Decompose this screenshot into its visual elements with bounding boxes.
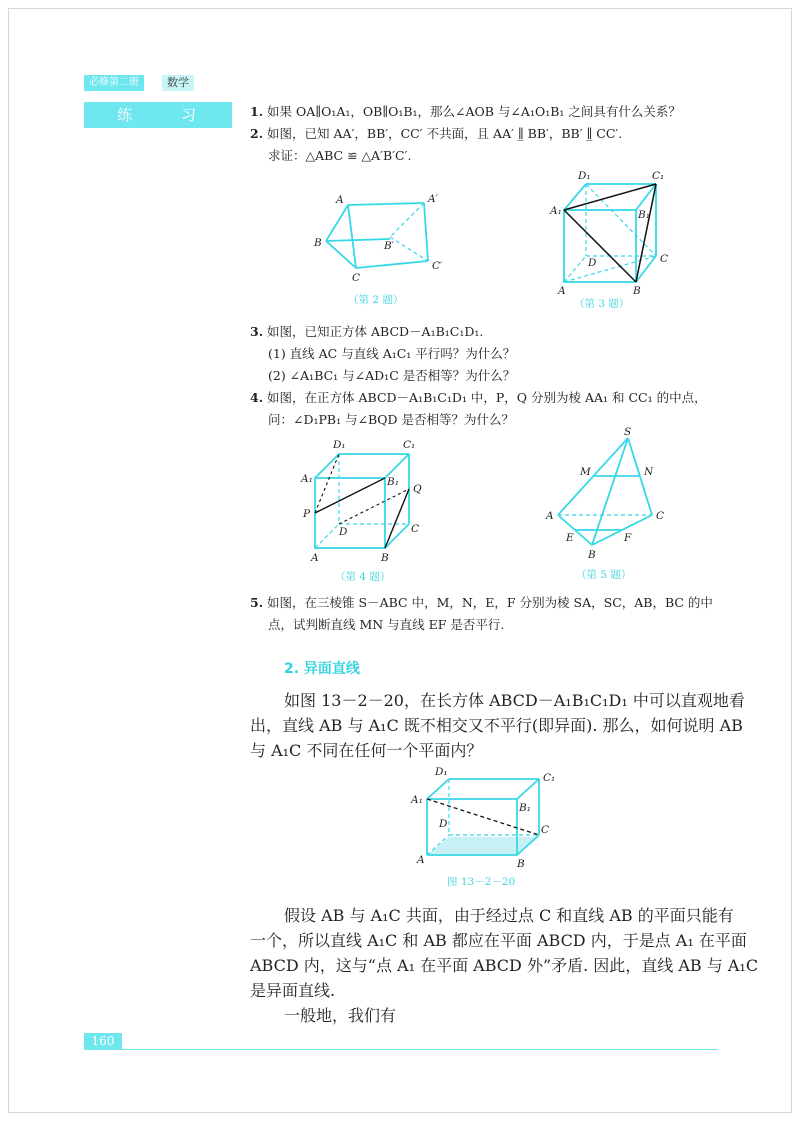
caption-fig2: （第 2 题）: [348, 294, 404, 306]
diag-AC-hidden: [564, 256, 656, 282]
diag-A1C1: [564, 184, 656, 210]
figure-problem-3: [540, 166, 680, 311]
edge-CCp: [356, 261, 428, 268]
footer-rule: [122, 1049, 718, 1050]
edge-AB: [326, 205, 348, 241]
para3: 一般地，我们有: [284, 1006, 397, 1025]
label-B: B: [633, 285, 641, 297]
label-F: F: [624, 532, 632, 544]
label-D1: D₁: [578, 170, 591, 182]
label-B: B: [314, 237, 322, 249]
label-D1: D₁: [333, 439, 346, 451]
label-Ap: A′: [428, 193, 438, 205]
label-C: C: [352, 272, 361, 284]
problem-number: 2.: [250, 126, 264, 141]
problem-3: [250, 323, 483, 341]
edge-AD-hidden: [315, 524, 339, 548]
problem-text: 如图，在三棱锥 S－ABC 中，M，N，E，F 分别为棱 SA，SC，AB，BC 的中: [267, 595, 713, 610]
problem-2-line2: 求证：△ABC ≌ △A′B′C′.: [268, 148, 412, 163]
edge-A1D1: [315, 454, 339, 478]
figure-problem-4: [295, 432, 445, 584]
label-M: M: [580, 466, 591, 478]
label-B: B: [588, 549, 596, 561]
subject-label: 数学: [162, 75, 194, 91]
edge-AAp: [348, 203, 424, 205]
label-C: C: [660, 253, 669, 265]
caption-fig5: （第 5 题）: [576, 569, 632, 581]
problem-1: [250, 103, 681, 121]
label-A: A: [336, 194, 344, 206]
para1-line2: 出，直线 AB 与 A₁C 既不相交又不平行(即异面). 那么，如何说明 AB: [250, 716, 743, 735]
problem-3-sub2: (2) ∠A₁BC₁ 与∠AD₁C 是否相等？为什么？: [268, 368, 516, 383]
edge-A1D1: [564, 184, 586, 210]
label-B1: B₁: [638, 209, 650, 221]
label-A: A: [311, 552, 319, 564]
label-A1: A₁: [411, 794, 423, 806]
page-number: 160: [84, 1033, 122, 1050]
edge-ApCp: [424, 203, 428, 261]
label-N: N: [644, 466, 654, 478]
label-P: P: [303, 508, 311, 520]
problem-number: 4.: [250, 390, 264, 405]
segment-BQ: [385, 489, 409, 548]
label-Bp: B′: [384, 240, 395, 252]
label-B: B: [381, 552, 389, 564]
edge-AD-hidden: [564, 256, 586, 282]
label-C: C: [541, 824, 550, 836]
exercise-heading: 练 习: [84, 102, 232, 128]
edge-AC: [348, 205, 356, 268]
label-D1: D₁: [435, 766, 448, 778]
edge-BpCp-hidden: [390, 237, 428, 261]
problem-text: 如图，已知 AA′，BB′，CC′ 不共面，且 AA′ ∥̲ BB′，BB′ ∥̲ CC′.: [267, 126, 623, 141]
caption-fig3: （第 3 题）: [574, 298, 630, 310]
segment-DQ-hidden: [339, 489, 409, 524]
section-title: 2. 异面直线: [284, 661, 360, 677]
problem-text: 如果 OA∥O₁A₁，OB∥O₁B₁，那么∠AOB 与∠A₁O₁B₁ 之间具有什么关系？: [267, 104, 681, 119]
edge-ApBp-hidden: [390, 203, 424, 237]
edge-A1D1: [427, 779, 449, 799]
label-C1: C₁: [652, 170, 665, 182]
para2-line2: 一个，所以直线 A₁C 和 AB 都应在平面 ABCD 内，于是点 A₁ 在平面: [250, 931, 747, 950]
para2-line1: 假设 AB 与 A₁C 共面，由于经过点 C 和直线 AB 的平面只能有: [284, 906, 734, 925]
para1-line1: 如图 13－2－20，在长方体 ABCD－A₁B₁C₁D₁ 中可以直观地看: [284, 691, 745, 710]
label-C: C: [411, 523, 420, 535]
label-B1: B₁: [387, 476, 399, 488]
para2-line4: 是异面直线.: [250, 981, 336, 1000]
label-C1: C₁: [403, 439, 416, 451]
edge-BC: [326, 241, 356, 268]
problem-3-sub1: (1) 直线 AC 与直线 A₁C₁ 平行吗？为什么？: [268, 346, 516, 361]
edge-B1C1: [385, 454, 409, 478]
label-Cp: C′: [432, 260, 443, 272]
para2-line3: ABCD 内，这与“点 A₁ 在平面 ABCD 外”矛盾. 因此，直线 AB 与 A₁C: [250, 956, 759, 975]
problem-5: [250, 594, 713, 612]
label-E: E: [566, 532, 574, 544]
caption-fig4: （第 4 题）: [335, 571, 391, 583]
diag-A1B: [564, 210, 636, 282]
label-C: C: [656, 510, 665, 522]
problem-number: 5.: [250, 595, 264, 610]
label-D: D: [339, 526, 348, 538]
book-tag: 必修第二册: [84, 75, 144, 91]
label-Q: Q: [413, 483, 422, 495]
segment-PD1-hidden: [315, 454, 339, 513]
label-A1: A₁: [550, 205, 562, 217]
label-C1: C₁: [543, 772, 556, 784]
figure-13-2-20: [405, 765, 565, 895]
edge-BC: [385, 524, 409, 548]
segment-PB1: [315, 478, 385, 513]
caption-fig20: 图 13－2－20: [447, 876, 516, 888]
label-A: A: [546, 510, 554, 522]
label-A: A: [558, 285, 566, 297]
label-D: D: [588, 257, 597, 269]
diag-C1B: [636, 184, 656, 282]
problem-text: 如图，已知正方体 ABCD－A₁B₁C₁D₁.: [267, 324, 484, 339]
edge-B1C1: [517, 779, 539, 799]
label-A: A: [417, 854, 425, 866]
problem-4: [250, 389, 707, 407]
label-S: S: [624, 426, 632, 438]
figure-problem-2: [300, 185, 460, 310]
problem-number: 3.: [250, 324, 264, 339]
problem-2: [250, 125, 622, 143]
label-A1: A₁: [301, 473, 313, 485]
para1-line3: 与 A₁C 不同在任何一个平面内？: [250, 741, 483, 760]
figure-problem-5: [540, 425, 680, 587]
problem-5-line2: 点，试判断直线 MN 与直线 EF 是否平行.: [268, 617, 505, 632]
label-B1: B₁: [519, 802, 531, 814]
label-B: B: [517, 858, 525, 870]
problem-text: 如图，在正方体 ABCD－A₁B₁C₁D₁ 中，P，Q 分别为棱 AA₁ 和 CC₁ 的中点，: [267, 390, 707, 405]
label-D: D: [439, 818, 448, 830]
problem-number: 1.: [250, 104, 264, 119]
edge-BBp-front: [326, 239, 390, 241]
problem-4-line2: 问：∠D₁PB₁ 与∠BQD 是否相等？为什么？: [268, 412, 514, 427]
